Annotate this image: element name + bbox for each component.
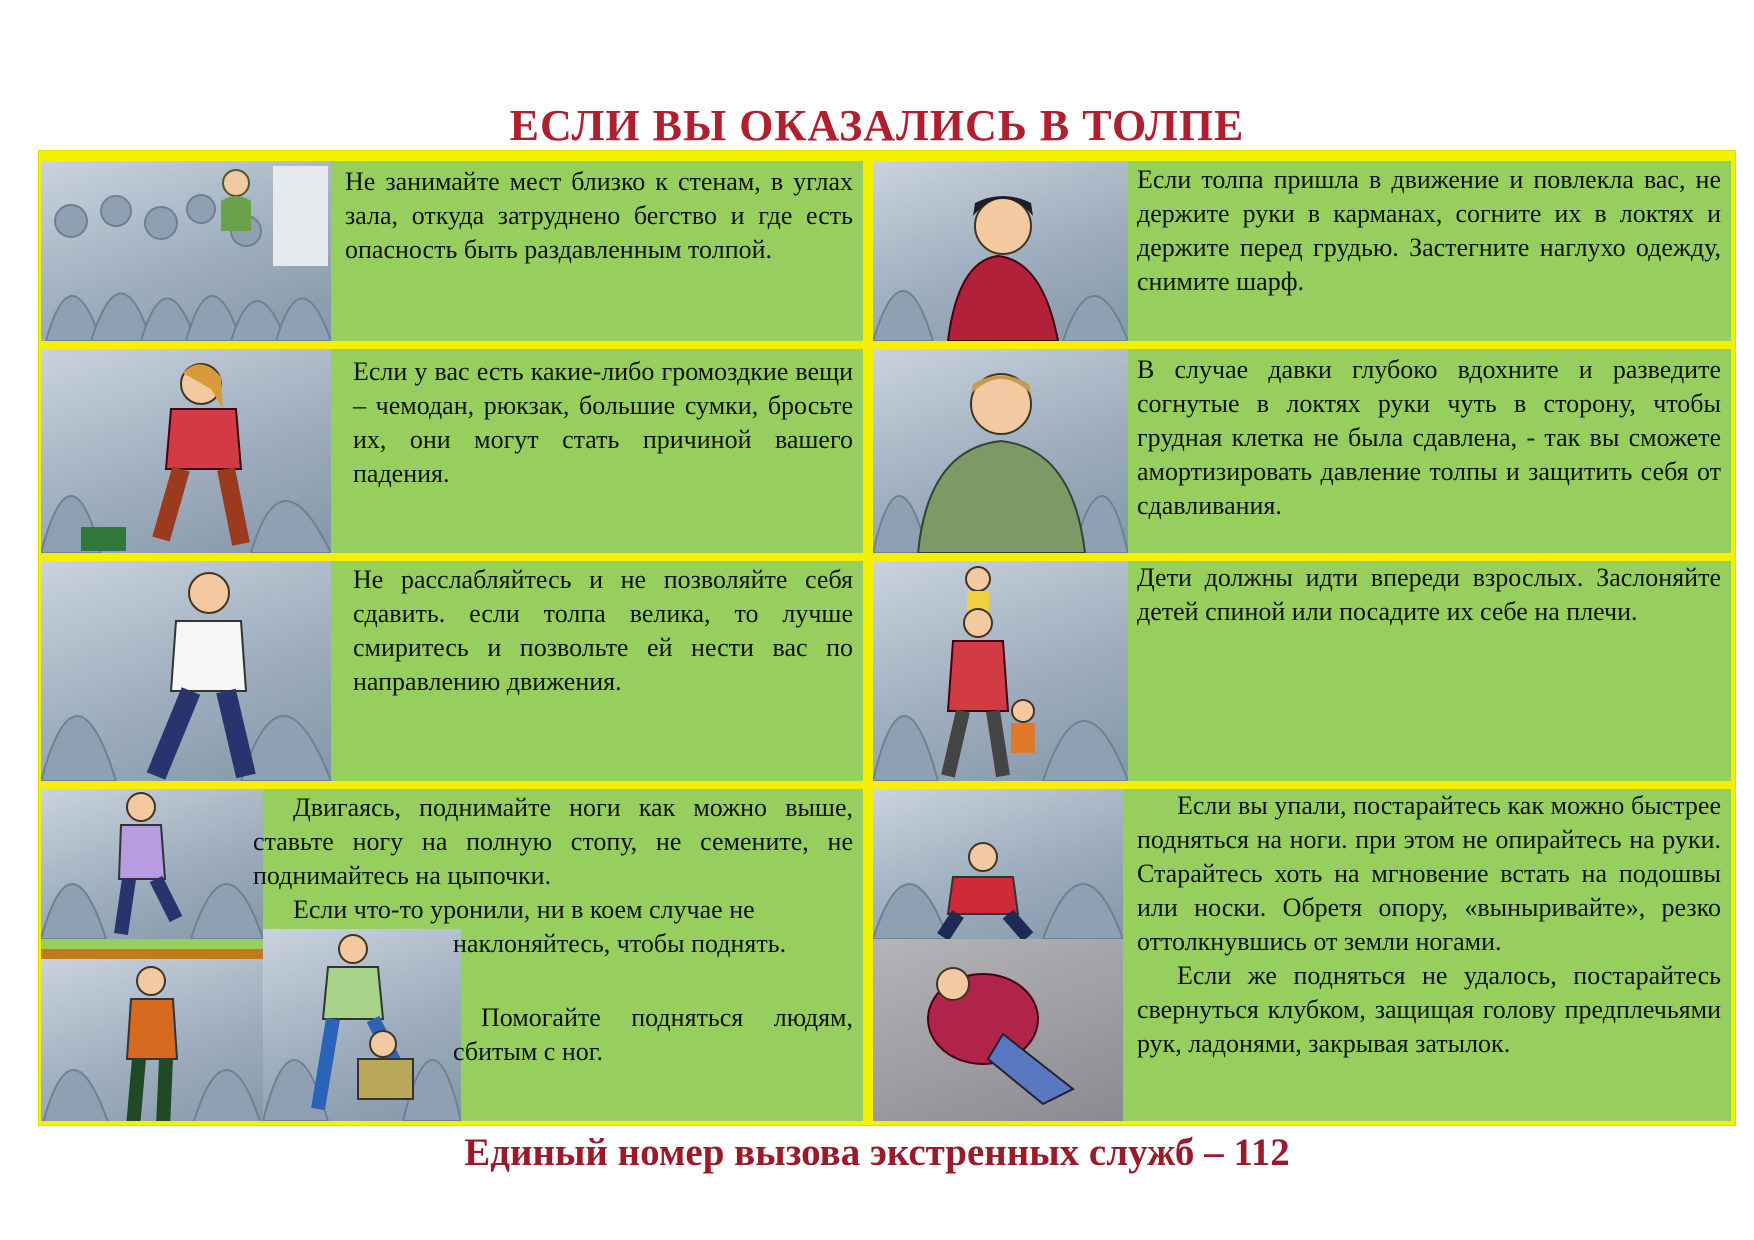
tip-fall-paragraph-2: Если же подняться не удалось, постарайтесь свернуться клубком, защищая голову предплечьями рук, ладонями, закрывая затылок. — [1137, 961, 1721, 1058]
helping-fallen-illustration-icon — [263, 929, 461, 1121]
man-stepping-illustration-icon — [41, 789, 263, 939]
man-walking-illustration-icon — [41, 561, 331, 781]
woman-dropping-bag-illustration-icon — [41, 349, 331, 553]
tip-hands-panel — [873, 161, 1731, 341]
tip-walls-panel — [41, 161, 863, 341]
tip-help-text: Помогайте подняться людям, сбитым с ног. — [453, 1003, 853, 1066]
tip-drop-line: Если что-то уронили, ни в коем случае не — [293, 895, 755, 924]
man-rising-illustration-icon — [873, 789, 1123, 939]
tip-legs-paragraph: Двигаясь, поднимайте ноги как можно выше, ставьте ногу на полную стопу, не семените, не поднимайтесь на цыпочки. — [253, 793, 853, 890]
tip-crush-text: В случае давки глубоко вдохните и разведите согнутые в локтях руки чуть в сторону, чтобы грудная клетка не была сдавлена, - так вы сможете амортизировать давление толпы и защитить себя от сдавливания. — [1137, 355, 1721, 520]
man-hands-illustration-icon — [873, 161, 1128, 341]
tip-legs-panel — [41, 789, 863, 1121]
children-shoulders-illustration-icon — [873, 561, 1128, 781]
tip-bags-panel — [41, 349, 863, 553]
tip-legs-text — [253, 791, 853, 927]
man-bracing-illustration-icon — [873, 349, 1128, 553]
tip-hands-text: Если толпа пришла в движение и повлекла вас, не держите руки в карманах, согните их в локтях и держите перед грудью. Застегните наглухо одежду, снимите шарф. — [1137, 165, 1721, 296]
emergency-number-footer: Единый номер вызова экстренных служб – 112 — [464, 1131, 1290, 1174]
page-title: ЕСЛИ ВЫ ОКАЗАЛИСЬ В ТОЛПЕ — [509, 101, 1245, 150]
tip-children-text: Дети должны идти впереди взрослых. Заслоняйте детей спиной или посадите их себе на плечи. — [1137, 563, 1721, 626]
crowd-walls-illustration-icon — [41, 161, 331, 341]
tip-drop-text: наклоняйтесь, чтобы поднять. — [453, 929, 787, 958]
tip-children-panel — [873, 561, 1731, 781]
tip-fall-paragraph-1: Если вы упали, постарайтесь как можно быстрее подняться на ноги. при этом не опирайтесь на руки. Старайтесь хоть на мгновение встать на подошвы или носки. Обретя опору, «выныривайте», резко оттолкнувшись от земли ногами. — [1137, 791, 1721, 956]
tip-fall-panel — [873, 789, 1731, 1121]
tip-fall-text — [1137, 789, 1721, 1061]
tips-board — [38, 150, 1736, 1126]
tip-walls-text: Не занимайте мест близко к стенам, в углах зала, откуда затруднено бегство и где есть опасность быть раздавленным толпой. — [345, 167, 853, 264]
tip-relax-text: Не расслабляйтесь и не позволяйте себя сдавить. если толпа велика, то лучше смиритесь и позвольте ей нести вас по направлению движения. — [353, 565, 853, 696]
man-curled-illustration-icon — [873, 939, 1123, 1121]
tip-crush-panel — [873, 349, 1731, 553]
tip-bags-text: Если у вас есть какие-либо громоздкие вещи – чемодан, рюкзак, большие сумки, бросьте их, они могут стать причиной вашего падения. — [353, 357, 853, 488]
tip-relax-panel — [41, 561, 863, 781]
man-crowd-illustration-icon — [41, 949, 263, 1121]
